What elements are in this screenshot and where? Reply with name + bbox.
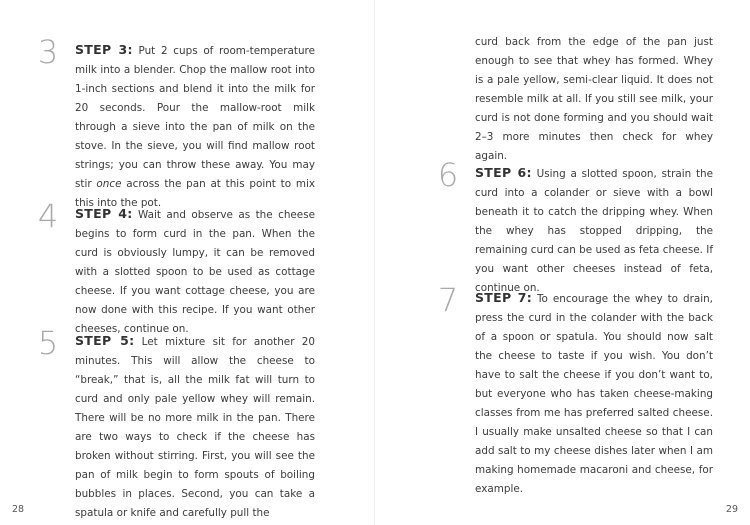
step-4-body: Wait and observe as the cheese begins to form curd in the pan. When the curd is obviously lumpy, it can be removed with a slotted spoon to be used as cottage cheese. If you want cottage cheese, you are now done with this recipe. If you want other cheeses, continue on. <box>75 209 315 335</box>
step-number-7: 7 <box>437 281 459 319</box>
step-5-continuation <box>475 33 713 166</box>
step-7-label: STEP 7: <box>475 290 533 305</box>
step-5-text <box>75 331 315 523</box>
step-number-4: 4 <box>37 197 59 235</box>
step-5-body: Let mixture sit for another 20 minutes. This will allow the cheese to “break,” that is, all the milk fat will turn to curd and only pale yellow whey will remain. There will be no more milk in the pan. There are two ways to check if the cheese has broken without stirring. First, you will see the pan of milk begin to form spouts of boiling bubbles in places. Second, you can take a spatula or knife and carefully pull the <box>75 336 315 519</box>
step-7-body: To encourage the whey to drain, press the curd in the colander with the back of a spoon or spatula. You should now salt the cheese to taste if you wish. You don’t have to salt the cheese if you don’t want to, but everyone who has taken cheese-making classes from me has preferred salted cheese. I usually make unsalted cheese so that I can add salt to my cheese dishes later when I am making homemade macaroni and cheese, for example. <box>475 293 713 495</box>
step-5-label: STEP 5: <box>75 333 135 348</box>
step-number-3: 3 <box>37 33 59 71</box>
step-4-text <box>75 204 315 339</box>
step-3-emphasis: once <box>96 178 122 190</box>
step-4 <box>37 197 315 339</box>
step-7 <box>437 281 713 499</box>
step-5 <box>37 324 315 523</box>
step-6 <box>437 156 713 298</box>
step-4-label: STEP 4: <box>75 206 133 221</box>
step-3-text <box>75 40 315 213</box>
step-number-5: 5 <box>37 324 59 362</box>
right-page <box>375 0 750 525</box>
page-number-left: 28 <box>12 504 25 515</box>
page-number-right: 29 <box>725 504 738 515</box>
step-7-text <box>475 288 713 499</box>
step-6-body: Using a slotted spoon, strain the curd into a colander or sieve with a bowl beneath it to catch the dripping whey. When the whey has stopped dripping, the remaining curd can be used as feta cheese. If you want other cheeses instead of feta, continue on. <box>475 168 713 294</box>
continuation-text: curd back from the edge of the pan just enough to see that whey has formed. Whey is a pale yellow, semi-clear liquid. It does not resemble milk at all. If you still see milk, your curd is not done forming and you should wait 2–3 more minutes then check for whey again. <box>475 36 713 162</box>
step-3 <box>37 33 315 213</box>
step-3-body-end: across the pan at this point to mix this into the pot. <box>75 178 315 209</box>
step-3-label: STEP 3: <box>75 42 133 57</box>
step-6-label: STEP 6: <box>475 165 532 180</box>
step-6-text <box>475 163 713 298</box>
step-3-body: Put 2 cups of room-temperature milk into a blender. Chop the mallow root into 1-inch sections and blend it into the milk for 20 seconds. Pour the mallow-root milk through a sieve into the pan of milk on the stove. In the sieve, you will find mallow root strings; you can throw these away. You may stir <box>75 45 315 190</box>
step-number-6: 6 <box>437 156 459 194</box>
